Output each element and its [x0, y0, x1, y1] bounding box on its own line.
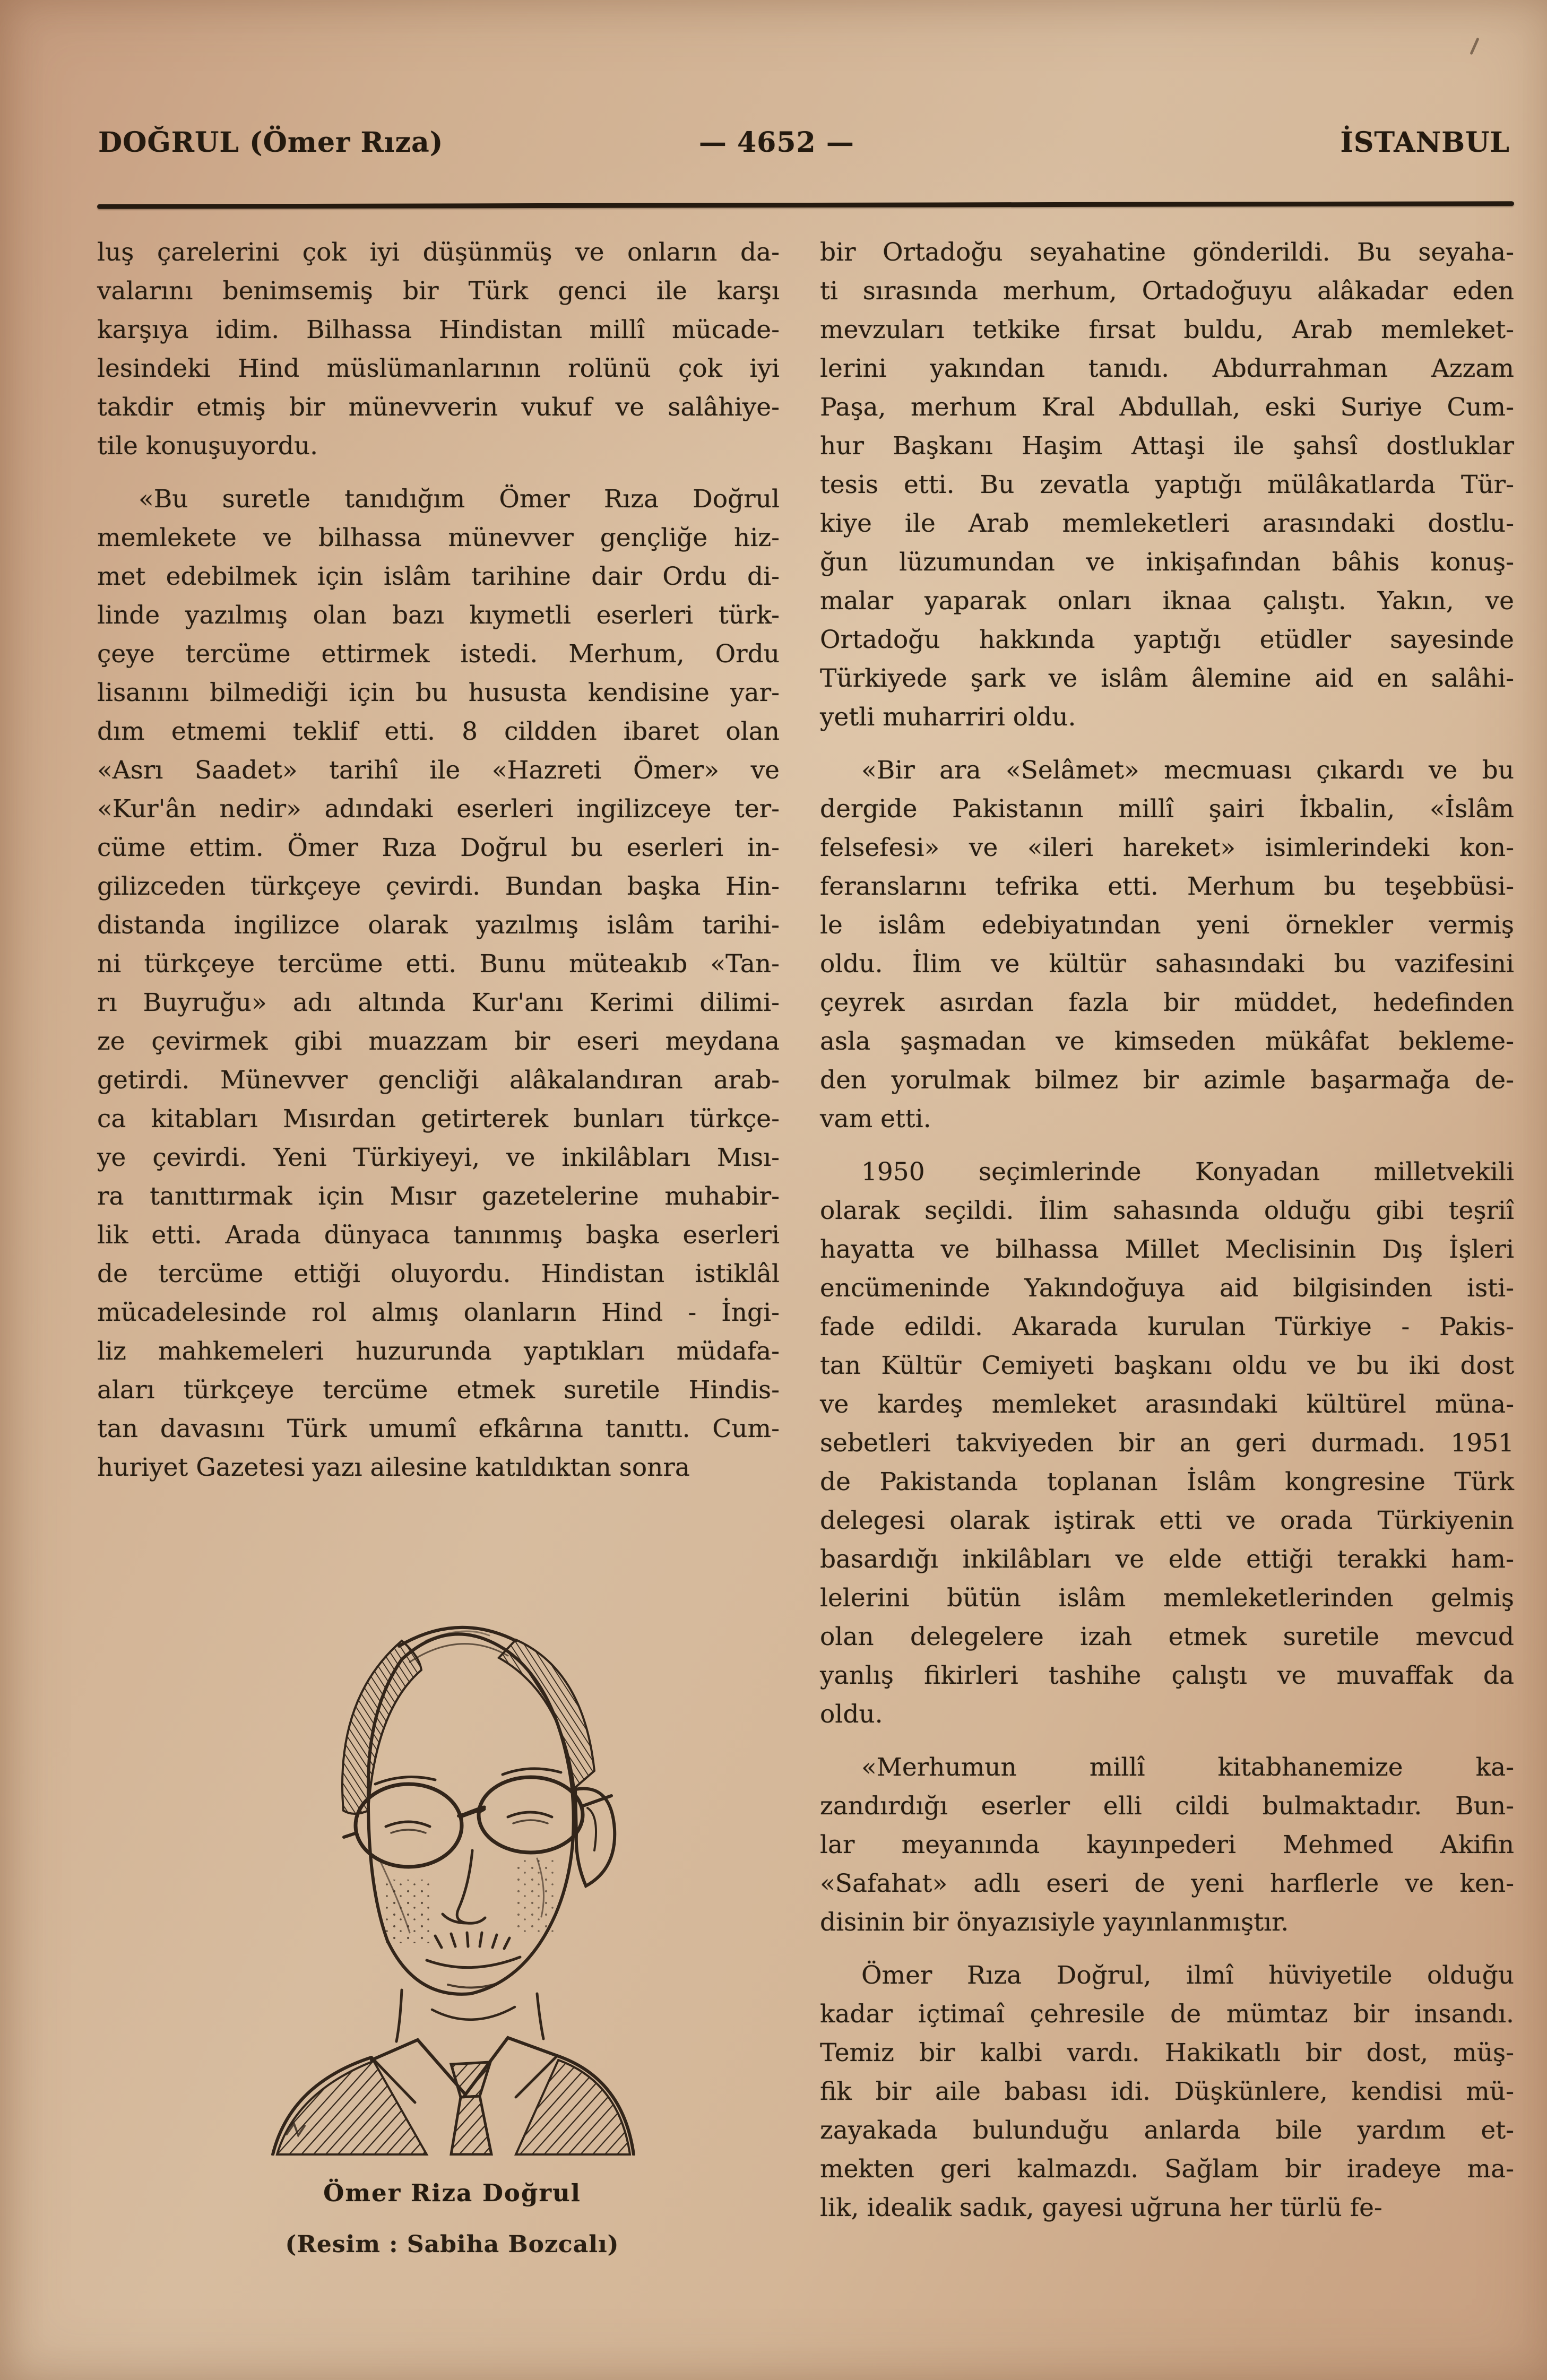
text-line: tile konuşuyordu. — [97, 431, 318, 461]
text-line: «Safahat» adlı eseri de yeni harflerle ve ken- — [820, 1869, 1514, 1898]
text-line: Temiz bir kalbi vardı. Hakikatlı bir dost, müş- — [820, 2038, 1514, 2067]
text-line: lik etti. Arada dünyaca tanınmış başka eserleri — [97, 1221, 780, 1250]
text-line: tan davasını Türk umumî efkârına tanıttı. Cum- — [97, 1414, 780, 1443]
text-line: olan delegelere izah etmek suretile mevcud — [820, 1622, 1514, 1651]
text-line: delegesi olarak iştirak etti ve orada Türkiyenin — [820, 1506, 1514, 1535]
text-line: fade edildi. Akarada kurulan Türkiye - Pakis- — [820, 1312, 1514, 1342]
paragraph — [820, 1956, 1514, 2227]
text-line: zandırdığı eserler elli cildi bulmaktadır. Bun- — [820, 1792, 1514, 1821]
text-line: lik, idealik sadık, gayesi uğruna her türlü fe- — [820, 2193, 1382, 2222]
right-column-paragraphs — [820, 233, 1514, 2227]
text-line: disinin bir önyazısiyle yayınlanmıştır. — [820, 1908, 1289, 1937]
text-line: 1950 seçimlerinde Konyadan milletvekili — [861, 1157, 1514, 1187]
left-column-paragraphs — [97, 233, 780, 1487]
text-line: lesindeki Hind müslümanlarının rolünü çok iyi — [97, 354, 780, 383]
text-line: ye çevirdi. Yeni Türkiyeyi, ve inkilâbları Mısı- — [97, 1143, 780, 1172]
text-line: Türkiyede şark ve islâm âlemine aid en salâhi- — [820, 664, 1514, 693]
page-header — [0, 0, 1547, 174]
text-line: met edebilmek için islâm tarihine dair Ordu di- — [97, 562, 780, 591]
text-line: Ömer Rıza Doğrul, ilmî hüviyetile olduğu — [861, 1961, 1514, 1990]
text-line: fik bir aile babası idi. Düşkünlere, kendisi mü- — [820, 2077, 1514, 2106]
text-line: mevzuları tetkike fırsat buldu, Arab memleket- — [820, 315, 1514, 344]
text-line: le islâm edebiyatından yeni örnekler vermiş — [820, 911, 1514, 940]
text-line: kadar içtimaî çehresile de mümtaz bir insandı. — [820, 2000, 1514, 2029]
text-line: tan Kültür Cemiyeti başkanı oldu ve bu iki dost — [820, 1351, 1514, 1380]
text-line: çeyrek asırdan fazla bir müddet, hedefinden — [820, 988, 1514, 1017]
text-line: zayakada bulunduğu anlarda bile yardım et- — [820, 2116, 1514, 2145]
text-line: lerini yakından tanıdı. Abdurrahman Azzam — [820, 354, 1514, 383]
text-line: felsefesi» ve «ileri hareket» isimlerindeki kon- — [820, 833, 1514, 862]
header-section-title: İSTANBUL — [1340, 126, 1510, 159]
text-line: de Pakistanda toplanan İslâm kongresine Türk — [820, 1467, 1514, 1496]
text-columns — [0, 233, 1547, 2264]
text-line: den yorulmak bilmez bir azimle başarmağa de- — [820, 1066, 1514, 1095]
text-line: cüme ettim. Ömer Rıza Doğrul bu eserleri in- — [97, 833, 780, 862]
text-line: Ortadoğu hakkında yaptığı etüdler sayesinde — [820, 625, 1514, 654]
paragraph — [820, 1153, 1514, 1734]
text-line: aları türkçeye tercüme etmek suretile Hindis- — [97, 1375, 780, 1405]
text-line: yetli muharriri oldu. — [820, 703, 1076, 732]
text-line: malar yaparak onları iknaa çalıştı. Yakın, ve — [820, 586, 1514, 616]
paragraph — [820, 233, 1514, 737]
text-line: memlekete ve bilhassa münevver gençliğe hiz- — [97, 523, 780, 552]
header-page-number: — 4652 — — [698, 126, 854, 159]
text-line: ze çevirmek gibi muazzam bir eseri meydana — [97, 1027, 780, 1056]
text-line: dım etmemi teklif etti. 8 cildden ibaret olan — [97, 717, 780, 746]
portrait-sketch-icon — [240, 1561, 664, 2156]
text-line: çeye tercüme ettirmek istedi. Merhum, Ordu — [97, 639, 780, 669]
text-line: olarak seçildi. İlim sahasında olduğu gibi teşriî — [820, 1196, 1514, 1225]
text-line: dergide Pakistanın millî şairi İkbalin, «İslâm — [820, 794, 1514, 824]
text-line: «Kur'ân nedir» adındaki eserleri ingilizceye ter- — [97, 794, 780, 824]
text-line: hur Başkanı Haşim Attaşi ile şahsî dostluklar — [820, 431, 1514, 461]
text-line: Paşa, merhum Kral Abdullah, eski Suriye Cum- — [820, 393, 1514, 422]
text-line: getirdi. Münevver gencliği alâkalandıran arab- — [97, 1066, 780, 1095]
text-line: hayatta ve bilhassa Millet Meclisinin Dış İşleri — [820, 1235, 1514, 1264]
text-line: lelerini bütün islâm memleketlerinden gelmiş — [820, 1583, 1514, 1613]
left-column — [97, 233, 780, 2264]
text-line: mekten geri kalmazdı. Sağlam bir iradeye ma- — [820, 2154, 1514, 2184]
text-line: asla şaşmadan ve kimseden mükâfat bekleme- — [820, 1027, 1514, 1056]
text-line: linde yazılmış olan bazı kıymetli eserleri türk- — [97, 601, 780, 630]
text-line: gilizceden türkçeye çevirdi. Bundan başka Hin- — [97, 872, 780, 901]
portrait-figure — [235, 1561, 670, 2264]
paragraph — [97, 233, 780, 465]
text-line: feranslarını tefrika etti. Merhum bu teşebbüsi- — [820, 872, 1514, 901]
text-line: valarını benimsemiş bir Türk genci ile karşı — [97, 276, 780, 306]
paragraph — [820, 1748, 1514, 1942]
text-line: karşıya idim. Bilhassa Hindistan millî mücade- — [97, 315, 780, 344]
text-line: ve kardeş memleket arasındaki kültürel müna- — [820, 1390, 1514, 1419]
right-column — [820, 233, 1514, 2264]
text-line: luş çarelerini çok iyi düşünmüş ve onların da- — [97, 238, 780, 267]
text-line: takdir etmiş bir münevverin vukuf ve salâhiye- — [97, 393, 780, 422]
text-line: sebetleri takviyeden bir an geri durmadı. 1951 — [820, 1429, 1514, 1458]
text-line: ti sırasında merhum, Ortadoğuyu alâkadar eden — [820, 276, 1514, 306]
portrait-caption-artist: (Resim : Sabiha Bozcalı) — [285, 2231, 619, 2258]
text-line: distanda ingilizce olarak yazılmış islâm tarihi- — [97, 911, 780, 940]
paragraph — [97, 480, 780, 1487]
text-line: «Bu suretle tanıdığım Ömer Rıza Doğrul — [139, 484, 780, 514]
text-line: encümeninde Yakındoğuya aid bilgisinden isti- — [820, 1274, 1514, 1303]
text-line: lar meyanında kayınpederi Mehmed Akifin — [820, 1830, 1514, 1859]
text-line: rı Buyruğu» adı altında Kur'anı Kerimi dilimi- — [97, 988, 780, 1017]
text-line: de tercüme ettiği oluyordu. Hindistan istiklâl — [97, 1259, 780, 1288]
text-line: vam etti. — [820, 1104, 931, 1133]
text-line: «Asrı Saadet» tarihî ile «Hazreti Ömer» ve — [97, 756, 780, 785]
text-line: oldu. — [820, 1700, 883, 1729]
text-line: «Merhumun millî kitabhanemize ka- — [861, 1753, 1514, 1782]
text-line: huriyet Gazetesi yazı ailesine katıldıktan sonra — [97, 1453, 690, 1482]
text-line: ra tanıttırmak için Mısır gazetelerine muhabir- — [97, 1182, 780, 1211]
text-line: mücadelesinde rol almış olanların Hind - İngi- — [97, 1298, 780, 1327]
portrait-caption-name: Ömer Riza Doğrul — [323, 2179, 581, 2207]
text-line: oldu. İlim ve kültür sahasındaki bu vazifesini — [820, 949, 1514, 979]
text-line: basardığı inkilâbları ve elde ettiği terakki ham- — [820, 1545, 1514, 1574]
header-entry-title: DOĞRUL (Ömer Rıza) — [98, 126, 444, 159]
paragraph — [820, 751, 1514, 1138]
text-line: bir Ortadoğu seyahatine gönderildi. Bu seyaha- — [820, 238, 1514, 267]
text-line: ni türkçeye tercüme etti. Bunu müteakıb «Tan- — [97, 949, 780, 979]
header-rule — [97, 201, 1514, 209]
text-line: yanlış fikirleri tashihe çalıştı ve muvaffak da — [820, 1661, 1514, 1690]
text-line: «Bir ara «Selâmet» mecmuası çıkardı ve bu — [861, 756, 1514, 785]
text-line: ğun lüzumundan ve inkişafından bâhis konuş- — [820, 548, 1514, 577]
text-line: liz mahkemeleri huzurunda yaptıkları müdafa- — [97, 1337, 780, 1366]
text-line: ca kitabları Mısırdan getirterek bunları türkçe- — [97, 1104, 780, 1133]
text-line: tesis etti. Bu zevatla yaptığı mülâkatlarda Tür- — [820, 470, 1514, 499]
text-line: kiye ile Arab memleketleri arasındaki dostlu- — [820, 509, 1514, 538]
text-line: lisanını bilmediği için bu hususta kendisine yar- — [97, 678, 780, 707]
